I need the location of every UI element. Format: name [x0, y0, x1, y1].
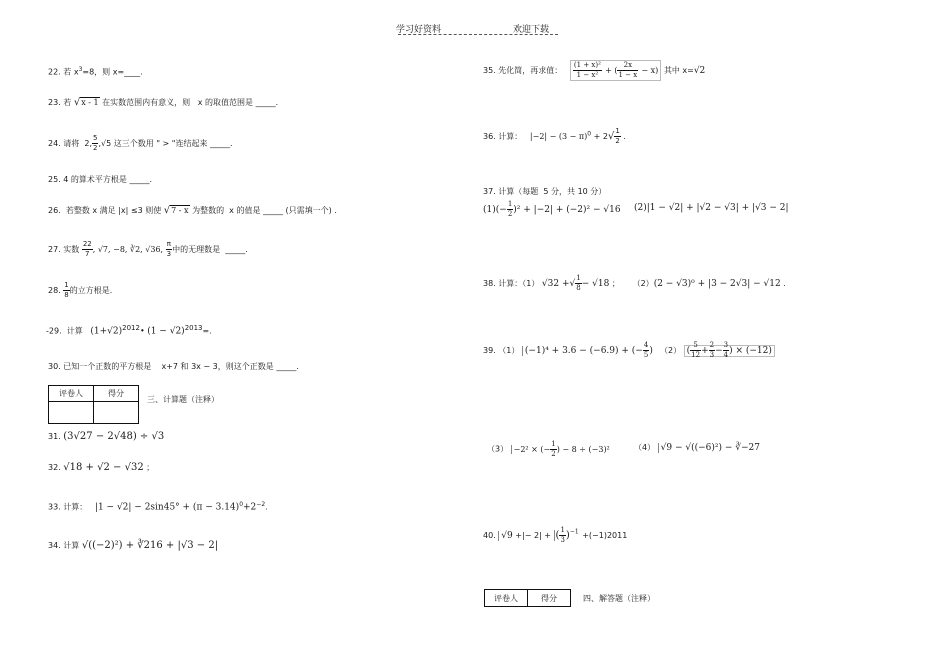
score-label: 得分	[94, 386, 139, 402]
score-cell[interactable]	[94, 402, 139, 424]
grade-table	[48, 385, 139, 424]
question-30: 30. 已知一个正数的平方根是 x+7 和 3x − 3，则这个正数是 _____.	[48, 362, 299, 371]
grader-label: 评卷人	[49, 386, 94, 402]
question-40: 40. √9 +|− 2| + ( $\frac{1}{3}$ )$^{-1}$ +(−1)2011	[483, 526, 628, 544]
fraction: $\frac{5}{2}$	[93, 134, 98, 152]
section-3-title: 三、计算题（注释）	[147, 395, 219, 404]
header-divider	[398, 34, 558, 35]
question-28: 28. $\frac{1}{8}$ 的立方根是.	[48, 281, 113, 299]
header-right: 欢迎下载	[513, 25, 550, 35]
fraction: $\frac{1}{8}$	[64, 281, 69, 299]
question-26: 26. 若整数 x 满足 |x| ≤3 则使 √7 - x 为整数的 x 的值是 _____ (只需填一个) .	[48, 205, 337, 216]
question-36: 36. 计算： $|-2| - (3 - \pi)^0 + 2√$ $\frac{1}{2}$ .	[483, 127, 626, 145]
question-37: 37. 计算（每题 5 分，共 10 分）	[483, 187, 607, 196]
question-38: 38. 计算：（1） √32 +√ $\frac{1}{8}$ − √18 ； （2）(2 − √3)⁰ + |3 − 2√3| − √12 .	[483, 274, 786, 292]
grader-cell[interactable]	[49, 402, 94, 424]
question-37-part-2: (2)|1 − √2| + |√2 − √3| + |√3 − 2|	[634, 203, 789, 213]
grader-label: 评卷人	[485, 590, 528, 607]
question-37-part-1: (1)(− $\frac{1}{2}$ )² + |−2| + (−2)² − √16	[483, 200, 621, 218]
header-left: 学习好资料	[396, 25, 442, 35]
question-39-part-2: （2） ( $\frac{5}{12}$ + $\frac{2}{3}$ − $\frac{3}{4}$ ) × (−12)	[660, 341, 775, 360]
fraction: $\frac{22}{7}$	[82, 240, 92, 258]
question-32: 32. √18 + √2 − √32 ；	[48, 462, 155, 473]
question-29: -29. 计算 $(1+√2)^{2012}•$ $(1 - √2)^{2013}=$.	[46, 324, 212, 337]
question-39: 39. （1） (−1)⁴ + 3.6 − (−6.9) + (− $\frac{4}{5}$ )	[483, 341, 653, 359]
fraction: $\frac{\pi}{3}$	[166, 240, 172, 258]
question-27: 27. 实数 $\frac{22}{7}$ , √7, −8, ∛2, √36, $\frac{\pi}{3}$ 中的无理数是 _____.	[48, 240, 248, 258]
question-23: 23. 若 √x - 1 在实数范围内有意义，则 x 的取值范围是 _____.	[48, 97, 279, 108]
question-24: 24. 请将 2, $\frac{5}{2}$ ,√5 这三个数用 " > "连结起来 _____.	[48, 134, 233, 152]
question-22: 22. 若 $x^3=8$，则 x=____.	[48, 66, 143, 77]
question-35: 35. 先化简，再求值： $\frac{\text{(1 + x)²}}{\text{1 − x²}}$ + ( $\frac{2x}{1 - x}$ − x) 其中 x=√2	[483, 61, 706, 79]
question-33: 33. 计算： $|1 - √2| - 2\sin 45^\circ + (\pi - 3.14)^0+2^{-2}$.	[48, 501, 268, 513]
question-39-part-3: （3） −2² × (− $\frac{1}{2}$ ) − 8 ÷ (−3)²	[487, 440, 610, 458]
section-4-title: 四、解答题（注释）	[583, 594, 655, 603]
question-31: 31. (3√27 − 2√48) ÷ √3	[48, 431, 165, 442]
question-39-part-4: （4） √9 − √((−6)²) − ∛−27	[634, 443, 761, 453]
question-34: 34. 计算 √((−2)²) + ∛216 + |√3 − 2|	[48, 540, 219, 551]
score-label: 得分	[528, 590, 571, 607]
grade-table-2	[484, 589, 571, 607]
question-25: 25. 4 的算术平方根是 _____.	[48, 175, 153, 184]
